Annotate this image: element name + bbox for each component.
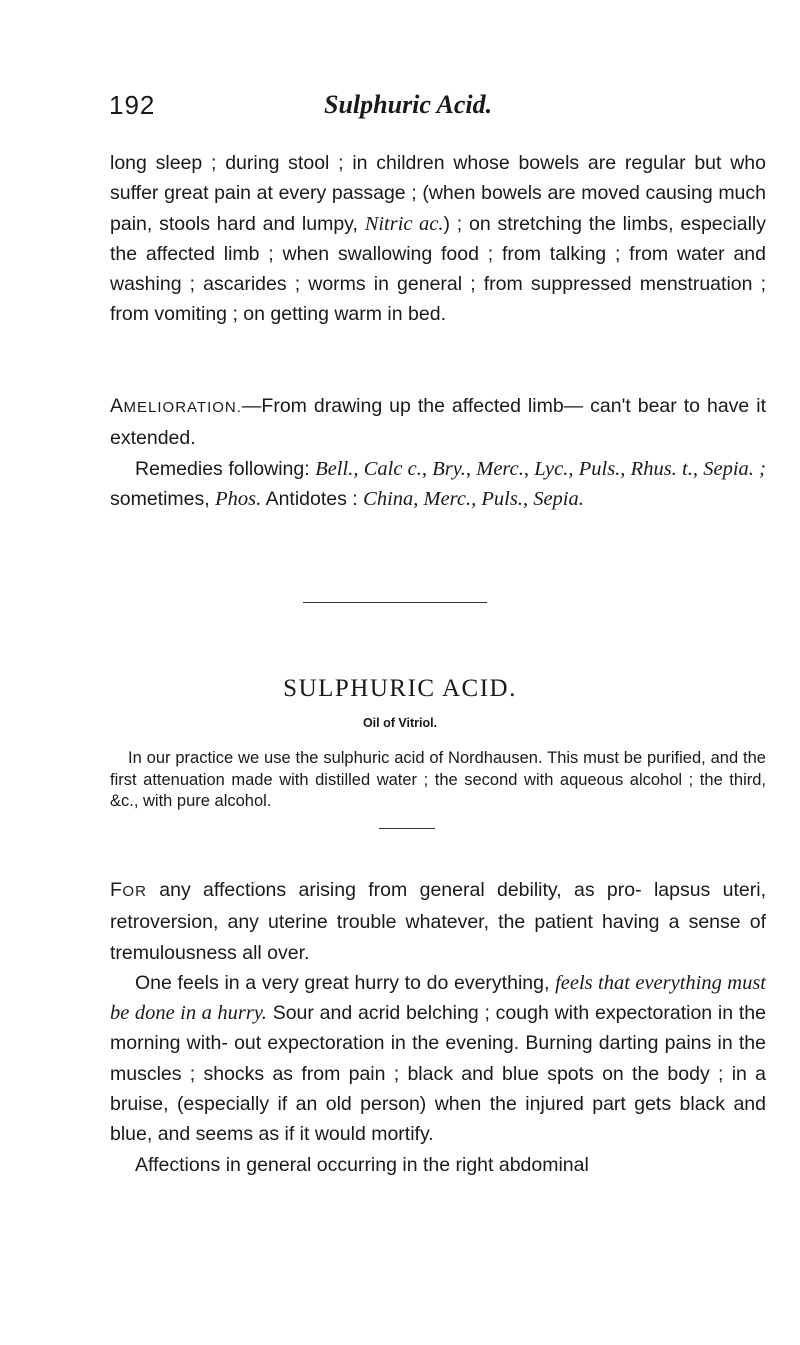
antidotes-list: China, Merc., Puls., Sepia. [363, 487, 584, 510]
paragraph-practice [110, 748, 766, 813]
hurry-emphasis: feels that everything must be done in a hurry. [110, 971, 766, 1025]
page-number: 192 [109, 90, 156, 120]
abdominal-text: Affections in general occurring in the right abdominal [135, 1153, 589, 1176]
section-divider [303, 602, 487, 603]
practice-note: In our practice we use the sulphuric acid of Nordhausen. This must be purified, and the first attenuation made with distilled water ; the second with aqueous alcohol ; the third, &c., with pure alcohol. [110, 749, 766, 810]
paragraph-amelioration [110, 391, 766, 514]
short-divider [379, 828, 435, 829]
amelioration-heading: A [110, 395, 124, 417]
hurry-text: One feels in a very great hurry to do everything, feels that everything must be done in a hurry. Sour and acrid belching ; cough with expectoration in the morning with- out expectoration in the evening. Burning darting pains in the muscles ; shocks as from pain ; black and blue spots on the body ; in a bruise, (especially if an old person) when the injured part gets black and blue, and seems as if it would mortify. [110, 971, 766, 1146]
aggravations-text: long sleep ; during stool ; in children whose bowels are regular but who suffer great pain at every passage ; (when bowels are moved causing much pain, stools hard and lumpy, Nitric ac.) ; on stretching the limbs, especially the affected limb ; when swallowing food ; from talking ; from water and washing ; ascarides ; worms in general ; from suppressed menstruation ; from vomiting ; on getting warm in bed. [110, 152, 766, 326]
page-header [109, 90, 769, 130]
remedy-reference: Nitric ac. [364, 212, 444, 235]
for-heading: F [110, 879, 123, 901]
debility-text: FOR any affections arising from general debility, as pro- lapsus uteri, retroversion, any uterine trouble whatever, the patient having a sense of tremulousness all over. [110, 879, 766, 964]
section-title: SULPHURIC ACID. [283, 675, 517, 702]
running-title: Sulphuric Acid. [324, 90, 493, 119]
paragraph-aggravations [110, 148, 766, 330]
section-subtitle: Oil of Vitriol. [362, 716, 438, 730]
paragraph-symptoms [110, 875, 766, 1180]
amelioration-text: AMELIORATION.—From drawing up the affected limb— can't bear to have it extended. [110, 395, 766, 450]
remedy-phos: Phos. [215, 487, 262, 510]
remedies-list: Bell., Calc c., Bry., Merc., Lyc., Puls., Rhus. t., Sepia. ; [315, 457, 767, 480]
remedies-text: Remedies following: Bell., Calc c., Bry., Merc., Lyc., Puls., Rhus. t., Sepia. ; sometimes, Phos. Antidotes : China, Merc., Puls., Sepia. [110, 457, 767, 510]
